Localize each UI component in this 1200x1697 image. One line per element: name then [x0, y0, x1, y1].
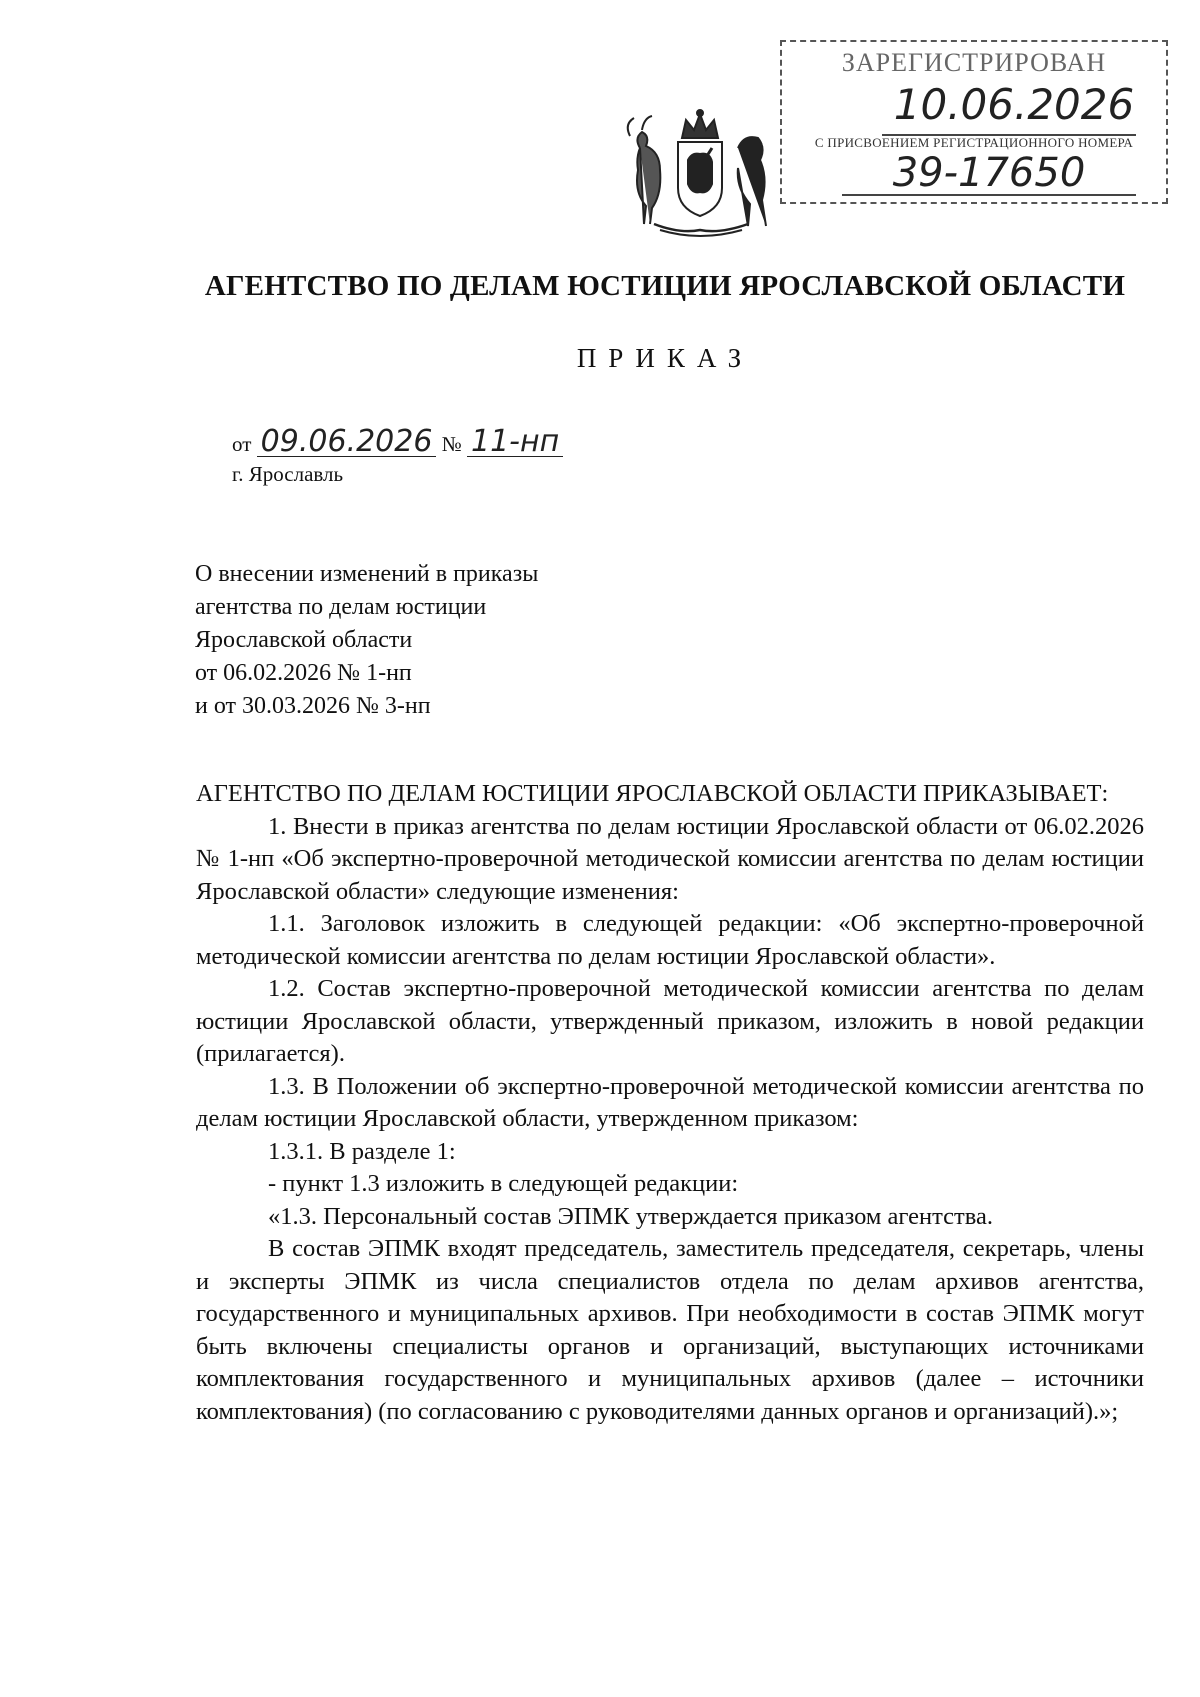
order-subject	[195, 558, 538, 723]
stamp-underline	[842, 194, 1136, 196]
order-body	[196, 778, 1144, 1428]
order-date: 09.06.2026	[260, 424, 433, 459]
preamble: АГЕНТСТВО ПО ДЕЛАМ ЮСТИЦИИ ЯРОСЛАВСКОЙ ОБЛАСТИ ПРИКАЗЫВАЕТ:	[196, 780, 1109, 807]
subject-line: и от 30.03.2026 № 3-нп	[195, 693, 431, 719]
paragraph-1: 1. Внести в приказ агентства по делам юстиции Ярославской области от 06.02.2026 № 1-нп «Об экспертно-проверочной методической комиссии агентства по делам юстиции Ярославской области» следующие изменения:	[196, 812, 1144, 905]
date-prefix: от	[232, 432, 252, 456]
quoted-paragraph: «1.3. Персональный состав ЭПМК утверждается приказом агентства.	[268, 1202, 993, 1230]
stamp-registration-date: 10.06.2026	[893, 80, 1135, 129]
agency-heading: АГЕНТСТВО ПО ДЕЛАМ ЮСТИЦИИ ЯРОСЛАВСКОЙ ОБЛАСТИ	[204, 270, 1126, 302]
subject-line: от 06.02.2026 № 1-нп	[195, 660, 412, 686]
order-date-line	[232, 424, 563, 459]
subject-line: агентства по делам юстиции	[195, 594, 487, 620]
order-number: 11-нп	[470, 424, 560, 459]
paragraph-1-1: 1.1. Заголовок изложить в следующей редакции: «Об экспертно-проверочной методической комиссии агентства по делам юстиции Ярославской области».	[196, 910, 1144, 970]
subject-line: О внесении изменений в приказы	[195, 561, 539, 587]
coat-of-arms-emblem	[620, 108, 780, 242]
quoted-paragraph: В состав ЭПМК входят председатель, заместитель председателя, секретарь, члены и эксперты ЭПМК из числа специалистов отдела по делам архивов агентства, государственного и муниципальных архивов. При необходимости в состав ЭПМК могут быть включены специалисты органов и организаций, выступающих источниками комплектования государственного и муниципальных архивов (далее – источники комплектования) (по согласованию с руководителями данных органов и организаций).»;	[196, 1235, 1144, 1425]
paragraph-1-3: 1.3. В Положении об экспертно-проверочной методической комиссии агентства по делам юстиции Ярославской области, утвержденном приказом:	[196, 1072, 1144, 1132]
paragraph-1-3-1: 1.3.1. В разделе 1:	[268, 1137, 456, 1165]
order-city: г. Ярославль	[232, 462, 344, 486]
subject-line: Ярославской области	[195, 627, 413, 653]
list-item: - пункт 1.3 изложить в следующей редакции:	[268, 1170, 739, 1197]
number-prefix: №	[441, 432, 462, 456]
stamp-caption: С ПРИСВОЕНИЕМ РЕГИСТРАЦИОННОГО НОМЕРА	[814, 135, 1134, 150]
stamp-title: ЗАРЕГИСТРИРОВАН	[841, 48, 1107, 77]
document-type-heading: ПРИКАЗ	[576, 343, 754, 373]
stamp-registration-number: 39-17650	[892, 150, 1086, 196]
registration-stamp	[780, 40, 1168, 204]
paragraph-1-2: 1.2. Состав экспертно-проверочной методической комиссии агентства по делам юстиции Ярославской области, утвержденный приказом, изложить в новой редакции (прилагается).	[196, 975, 1144, 1067]
